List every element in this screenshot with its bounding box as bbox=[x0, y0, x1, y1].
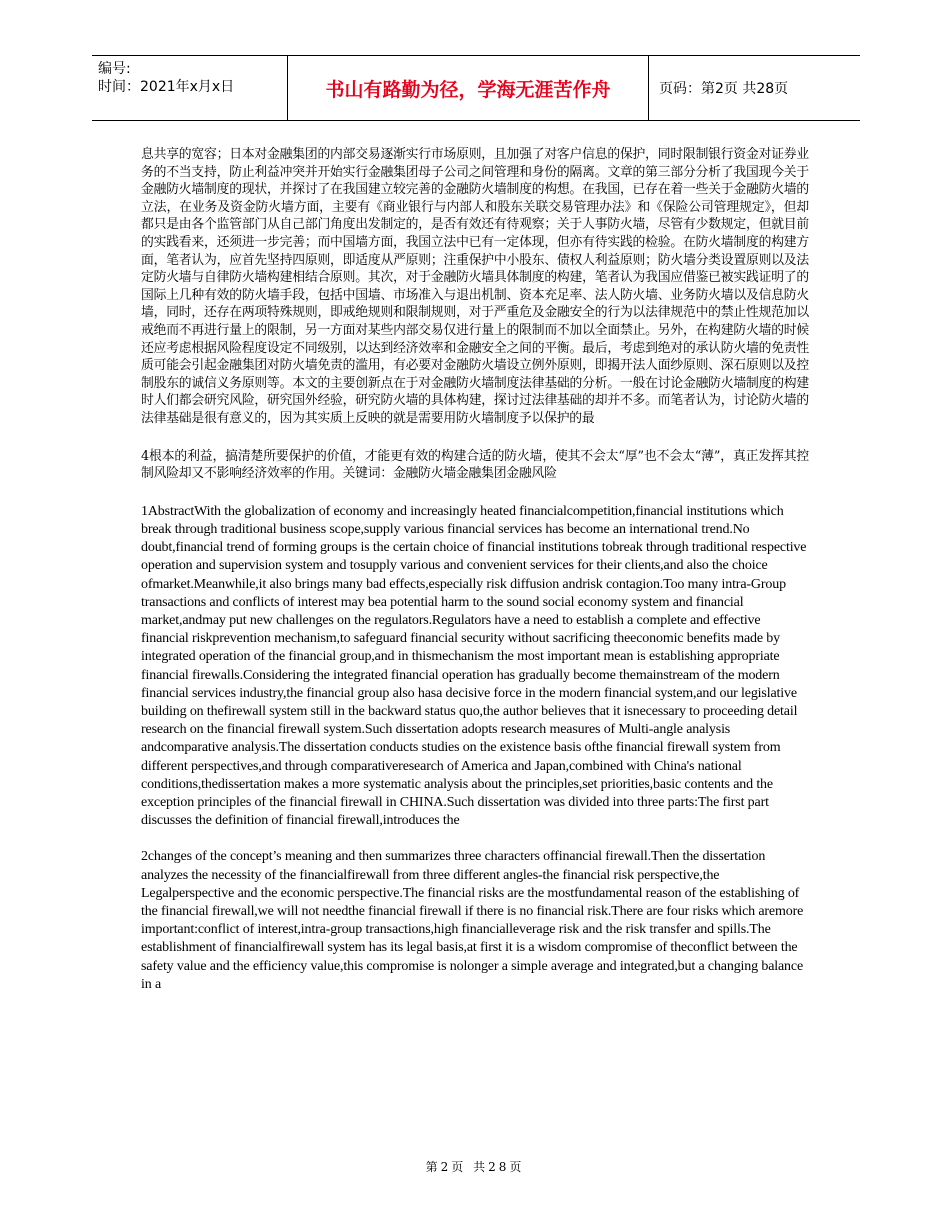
header-motto: 书山有路勤为径，学海无涯苦作舟 bbox=[287, 56, 649, 120]
document-time: 时间：2021年x月x日 bbox=[98, 79, 235, 95]
document-body bbox=[141, 146, 809, 1012]
header-meta bbox=[92, 56, 287, 120]
body-paragraph: 息共享的宽容；日本对金融集团的内部交易逐渐实行市场原则，且加强了对客户信息的保护，同时限制银行资金对证券业务的不当支持，防止利益冲突并开始实行金融集团母子公司之间管理和身份的隔离。文章的第三部分分析了我国现今关于金融防火墙制度的现状，并探讨了在我国建立较完善的金融防火墙制度的构想。在我国，已存在着一些关于金融防火墙的立法，在业务及资金防火墙方面，主要有《商业银行与内部人和股东关联交易管理办法》和《保险公司管理规定》，但却都只是由各个监管部门从自己部门角度出发制定的，是否有效还有待观察；关于人事防火墙，尽管有少数规定，但就目前的实践看来，还须进一步完善；而中国墙方面，我国立法中已有一定体现，但亦有待实践的检验。在防火墙制度的构建方面，笔者认为，应首先坚持四原则，即适度从严原则；注重保护中小股东、债权人利益原则；防火墙分类设置原则以及法定防火墙与自律防火墙构建相结合原则。其次，对于金融防火墙具体制度的构建，笔者认为我国应借鉴已被实践证明了的国际上几种有效的防火墙手段，包括中国墙、市场准入与退出机制、资本充足率、法人防火墙、业务防火墙以及信息防火墙，同时，还存在两项特殊规则，即戒绝规则和限制规则，对于严重危及金融安全的行为以法律规范中的禁止性规范加以戒绝而不再进行量上的限制，另一方面对某些内部交易仅进行量上的限制而不加以全面禁止。另外，在构建防火墙的时候还应考虑根据风险程度设定不同级别，以达到经济效率和金融安全之间的平衡。最后，考虑到绝对的承认防火墙的免责性质可能会引起金融集团对防火墙免责的滥用，有必要对金融防火墙设立例外原则，即揭开法人面纱原则、深石原则以及控制股东的诚信义务原则等。本文的主要创新点在于对金融防火墙制度法律基础的分析。一般在讨论金融防火墙制度的构建时人们都会研究风险，研究国外经验，研究防火墙的具体构建，探讨过法律基础的却并不多。而笔者认为，讨论防火墙的法律基础是很有意义的，因为其实质上反映的就是需要用防火墙制度予以保护的最 bbox=[141, 147, 809, 426]
header-page-info: 页码：第2页 共28页 bbox=[659, 81, 789, 97]
abstract-paragraph: 2changes of the concept’s meaning and then summarizes three characters offinancial firewall.Then the dissertation analyzes the necessity of the financialfirewall from three different angles-the financial risk perspective,the Legalperspective and the economic perspective.The financial risks are the mostfundamental reason of the establishing of the financial firewall,we will not needthe financial firewall if there is no financial risk.There are four risks which aremore important:conflict of interest,intra-group transactions,high financialleverage risk and the risk transfer and spills.The establishment of financialfirewall system has its legal basis,at first it is a wisdom compromise of theconflict between the safety value and the efficiency value,this compromise is nolonger a simple average and integrated,but a changing balance in a bbox=[141, 849, 804, 992]
body-paragraph: 4根本的利益，搞清楚所要保护的价值，才能更有效的构建合适的防火墙，使其不会太“厚”也不会太“薄”，真正发挥其控制风险却又不影响经济效率的作用。关键词：金融防火墙金融集团金融风险 bbox=[141, 448, 809, 482]
document-number-label: 编号: bbox=[98, 61, 131, 77]
page-footer: 第2页 共28页 bbox=[425, 1160, 525, 1174]
page-header bbox=[92, 55, 860, 121]
abstract-paragraph: 1AbstractWith the globalization of economy and increasingly heated financialcompetition,financial institutions which break through traditional business scope,supply various financial services has become an international trend.No doubt,financial trend of forming groups is the certain choice of financial institutions tobreak through traditional respective operation and supervision system and tosupply various and convenient services for their clients,and also the choice ofmarket.Meanwhile,it also brings many bad effects,especially risk diffusion andrisk contagion.Too many intra-Group transactions and conflicts of interest may bea potential harm to the sound social economy system and financial market,andmay put new challenges on the regulators.Regulators have a need to establish a complete and effective financial riskprevention mechanism,to safeguard financial security without sacrificing theeconomic benefits made by integrated operation of the financial group,and in thismechanism the most important mean is establishing appropriate financial firewalls.Considering the integrated financial operation has gradually become themainstream of the modern financial services industry,the financial group also hasa decisive force in the modern financial system,and our legislative building on thefirewall system still in the backward status quo,the author believes that it isnecessary to proceeding detail research on the financial firewall system.Such dissertation adopts research measures of Multi-angle analysis andcomparative analysis.The dissertation conducts studies on the existence basis ofthe financial firewall system from different perspectives,and through comparativeresearch of America and Japan,combined with China's national conditions,thedissertation makes a more systematic analysis about the principles,set priorities,basic contents and the exception principles of the financial firewall in CHINA.Such dissertation was divided into three parts:The first part discusses the definition of financial firewall,introduces the bbox=[141, 503, 807, 829]
